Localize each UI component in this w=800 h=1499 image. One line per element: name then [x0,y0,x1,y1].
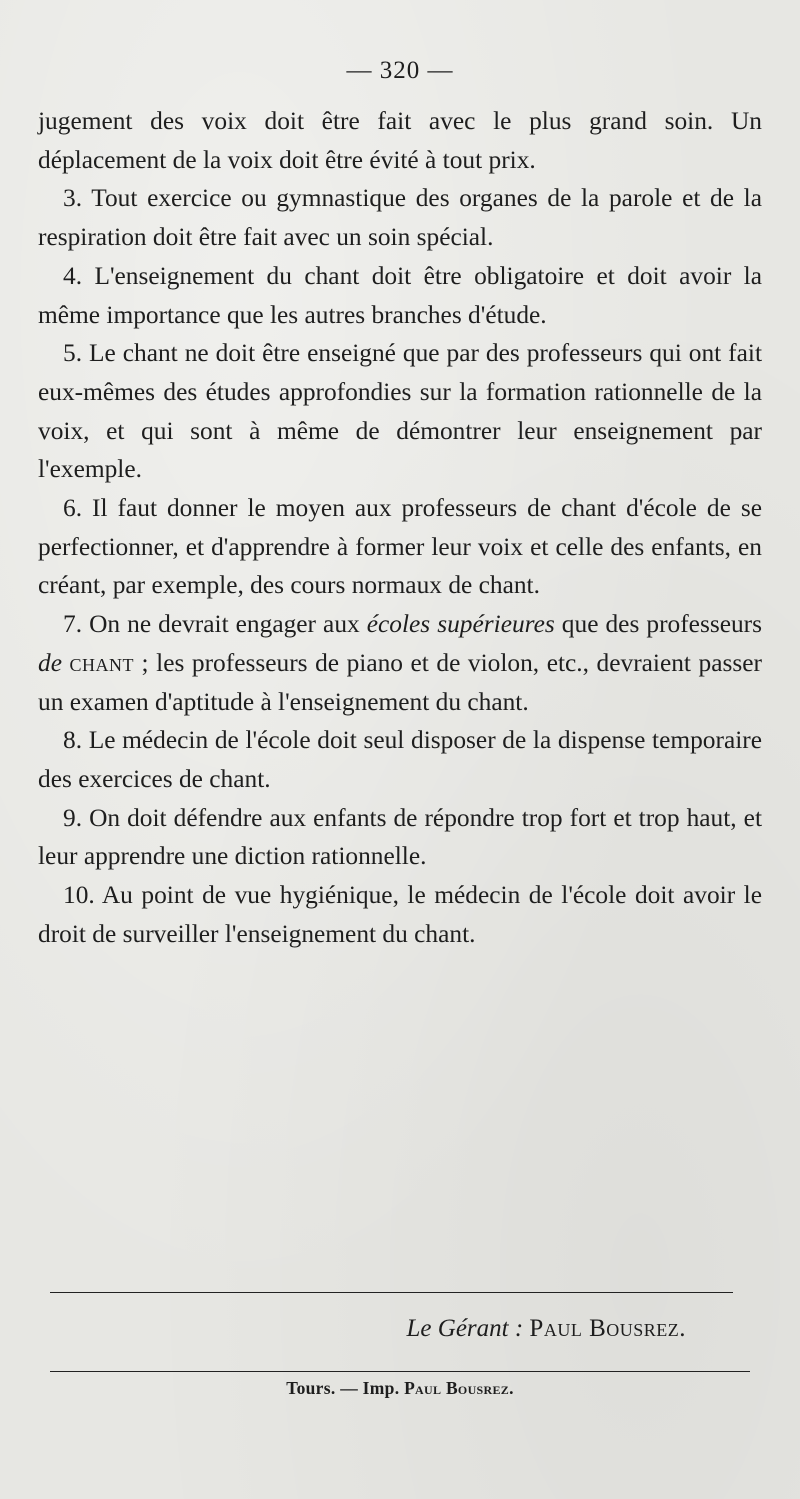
p7-italic-ecoles: écoles supérieures [366,610,555,639]
paragraph-item-3: 3. Tout exercice ou gymnastique des organes de la parole et de la respiration doit être fait avec un soin spécial. [38,184,762,252]
page-number: — 320 — [346,57,454,84]
body-text [38,102,762,953]
separator-rule-bottom [50,1371,750,1372]
p7-text-a: 7. On ne devrait engager aux [63,610,367,639]
signature [407,1315,686,1343]
paragraph-continuation: jugement des voix doit être fait avec le plus grand soin. Un déplacement de la voix doit être évité à tout prix. [38,107,762,174]
p7-italic-de: de [38,648,62,677]
signature-role: Le Gérant : [406,1315,524,1342]
paragraph-item-10: 10. Au point de vue hygiénique, le médecin de l'école doit avoir le droit de surveiller l'enseignement du chant. [38,881,762,948]
p7-text-c [62,649,70,677]
printer-imprint [0,1378,800,1399]
paragraph-item-7 [38,605,762,721]
paragraph-item-8: 8. Le médecin de l'école doit seul disposer de la dispense temporaire des exercices de chant. [38,726,762,793]
separator-rule-top [50,1292,733,1293]
signature-name: Paul Bousrez. [529,1315,686,1342]
imprint-name: Paul Bousrez. [404,1378,514,1398]
paragraph-item-4: 4. L'enseignement du chant doit être obligatoire et doit avoir la même importance que les autres branches d'étude. [38,261,762,329]
p7-text-d: ; les professeurs de piano et de violon, etc., devraient passer un examen d'aptitude à l'enseignement du chant. [38,648,762,716]
p7-smallcaps-chant: chant [69,648,135,677]
paragraph-item-5: 5. Le chant ne doit être enseigné que par des professeurs qui ont fait eux-mêmes des études approfondies sur la formation rationnelle de la voix, et qui sont à même de démontrer leur enseignement par l'exemple. [38,339,762,484]
p7-text-b: que des professeurs [554,610,763,639]
paragraph-item-9: 9. On doit défendre aux enfants de répondre trop fort et trop haut, et leur apprendre une diction rationnelle. [38,803,762,871]
imprint-place: Tours. — Imp. [286,1378,405,1398]
paragraph-item-6: 6. Il faut donner le moyen aux professeurs de chant d'école de se perfectionner, et d'apprendre à former leur voix et celle des enfants, en créant, par exemple, des cours normaux de chant. [38,494,762,600]
